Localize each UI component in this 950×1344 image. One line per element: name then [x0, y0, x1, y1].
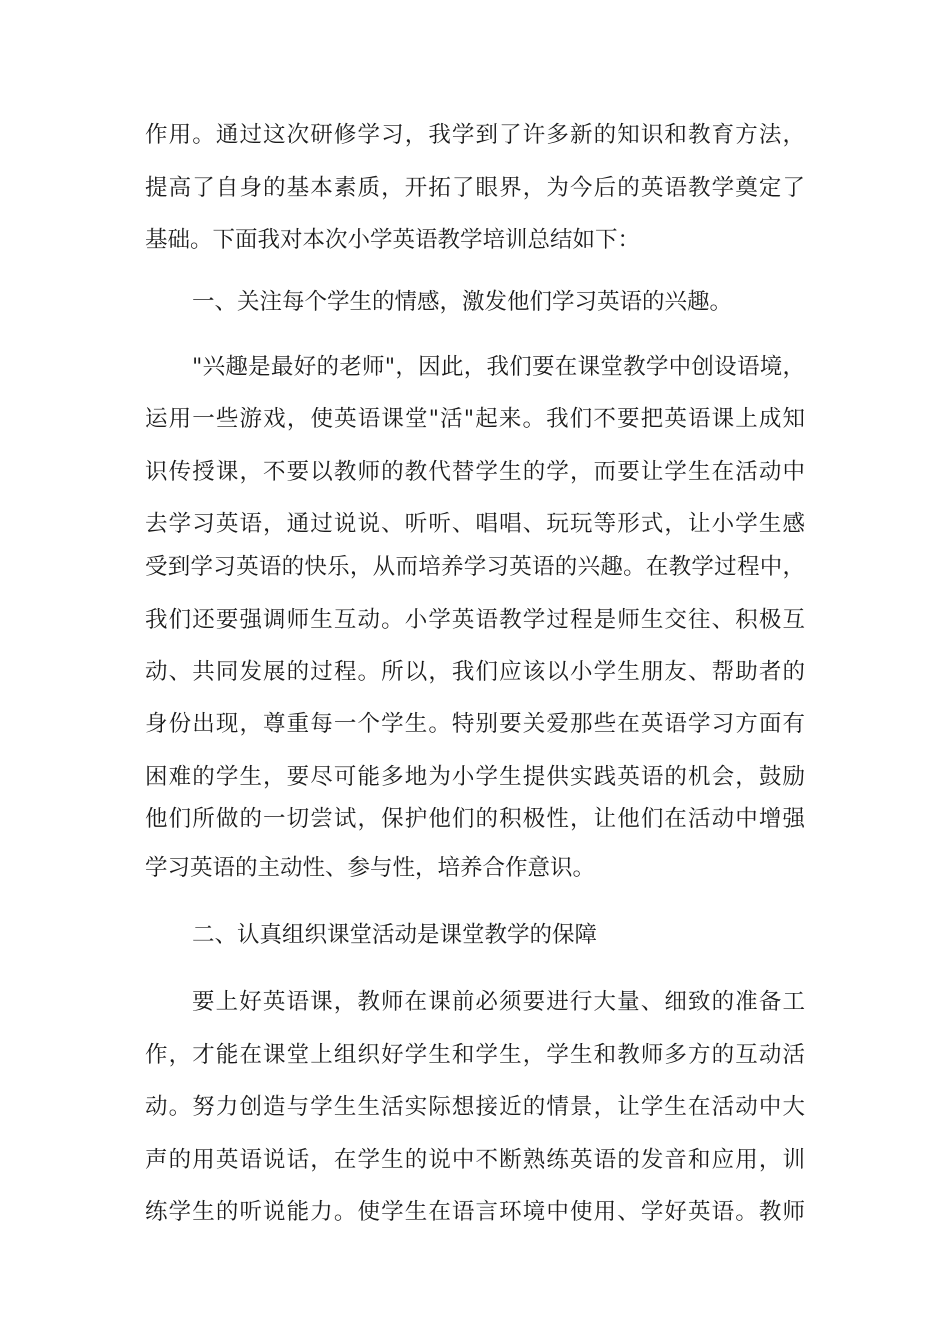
- text-line: 作，才能在课堂上组织好学生和学生，学生和教师多方的互动活: [145, 1042, 805, 1068]
- section-heading: 二、认真组织课堂活动是课堂教学的保障: [192, 922, 598, 948]
- text-line: 困难的学生，要尽可能多地为小学生提供实践英语的机会，鼓励: [145, 764, 805, 790]
- text-line: 识传授课，不要以教师的教代替学生的学，而要让学生在活动中: [145, 459, 805, 485]
- text-line: 动。努力创造与学生生活实际想接近的情景，让学生在活动中大: [145, 1094, 805, 1120]
- section-heading: 一、关注每个学生的情感，激发他们学习英语的兴趣。: [192, 289, 733, 315]
- text-line: 提高了自身的基本素质，开拓了眼界，为今后的英语教学奠定了: [145, 175, 805, 201]
- text-line: 身份出现，尊重每一个学生。特别要关爱那些在英语学习方面有: [145, 711, 805, 737]
- text-line: 练学生的听说能力。使学生在语言环境中使用、学好英语。教师: [145, 1199, 805, 1225]
- text-line: 基础。下面我对本次小学英语教学培训总结如下：: [145, 227, 641, 253]
- text-line: 运用一些游戏，使英语课堂"活"起来。我们不要把英语课上成知: [145, 406, 805, 432]
- text-line: 声的用英语说话，在学生的说中不断熟练英语的发音和应用，训: [145, 1147, 805, 1173]
- text-line: "兴趣是最好的老师"，因此，我们要在课堂教学中创设语境，: [192, 354, 805, 380]
- text-line: 我们还要强调师生互动。小学英语教学过程是师生交往、积极互: [145, 607, 805, 633]
- text-line: 受到学习英语的快乐，从而培养学习英语的兴趣。在教学过程中，: [145, 554, 805, 580]
- text-line: 他们所做的一切尝试，保护他们的积极性，让他们在活动中增强: [145, 806, 805, 832]
- text-line: 学习英语的主动性、参与性，培养合作意识。: [145, 855, 596, 881]
- text-line: 去学习英语，通过说说、听听、唱唱、玩玩等形式，让小学生感: [145, 511, 805, 537]
- text-line: 要上好英语课，教师在课前必须要进行大量、细致的准备工: [192, 989, 805, 1015]
- text-line: 作用。通过这次研修学习，我学到了许多新的知识和教育方法，: [145, 122, 805, 148]
- text-line: 动、共同发展的过程。所以，我们应该以小学生朋友、帮助者的: [145, 659, 805, 685]
